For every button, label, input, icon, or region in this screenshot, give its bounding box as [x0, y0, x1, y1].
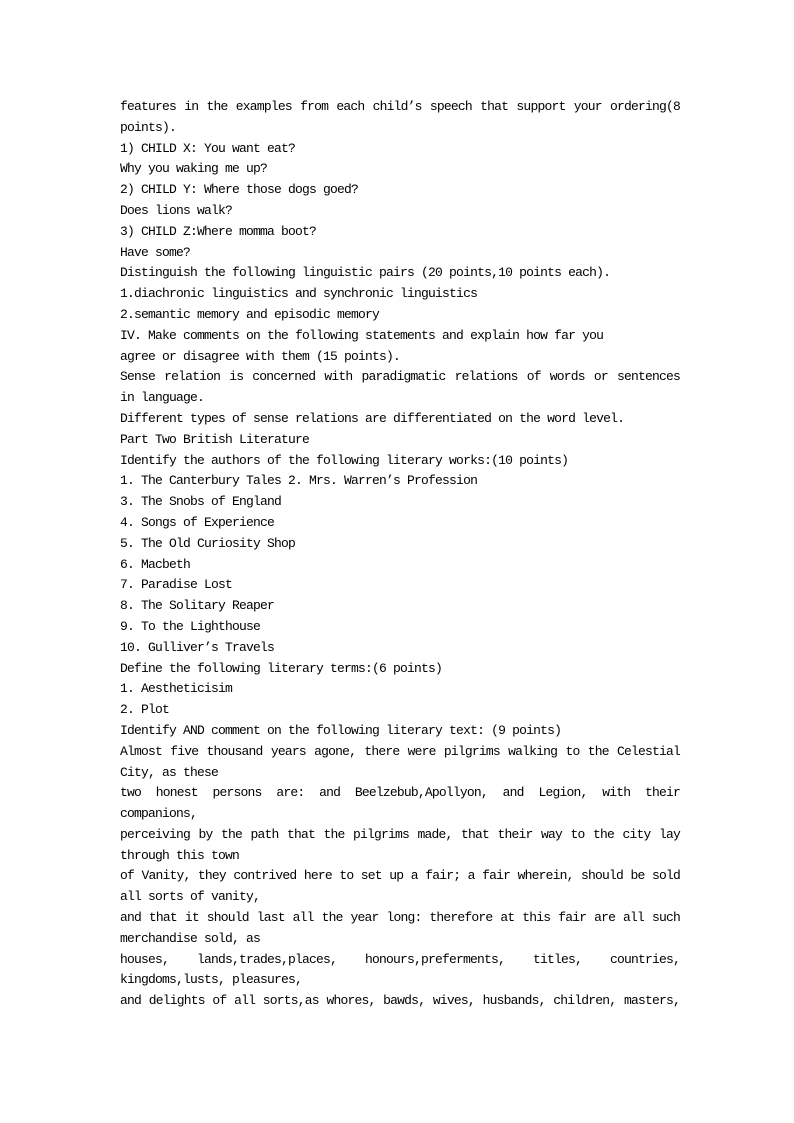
- section-heading: Part Two British Literature: [120, 431, 310, 447]
- list-item: 1. The Canterbury Tales 2. Mrs. Warren’s Profession: [120, 473, 478, 489]
- text-line: Different types of sense relations are differentiated on the word level.: [120, 410, 625, 426]
- list-item: 6. Macbeth: [120, 556, 191, 572]
- text-line: IV. Make comments on the following statements and explain how far you: [120, 327, 604, 343]
- text-line: points).: [120, 119, 177, 135]
- document-page: [120, 97, 680, 1012]
- text-line: in language.: [120, 390, 205, 406]
- text-line: and delights of all sorts,as whores, bawds, wives, husbands, children, masters,: [120, 993, 680, 1009]
- text-line: companions,: [120, 806, 198, 822]
- text-line: Distinguish the following linguistic pairs (20 points,10 points each).: [120, 265, 611, 281]
- text-line: kingdoms,lusts, pleasures,: [120, 972, 303, 988]
- text-line: Identify AND comment on the following literary text: (9 points): [120, 722, 562, 738]
- text-line: Define the following literary terms:(6 points): [120, 660, 443, 676]
- text-line: Have some?: [120, 244, 191, 260]
- list-item: 4. Songs of Experience: [120, 514, 275, 530]
- text-line: of Vanity, they contrived here to set up a fair; a fair wherein, should be sold: [120, 868, 680, 884]
- text-line: two honest persons are: and Beelzebub,Apollyon, and Legion, with their: [120, 785, 680, 801]
- list-item: 5. The Old Curiosity Shop: [120, 535, 296, 551]
- text-line: 1) CHILD X: You want eat?: [120, 140, 296, 156]
- text-line: 2) CHILD Y: Where those dogs goed?: [120, 182, 359, 198]
- text-line: Almost five thousand years agone, there were pilgrims walking to the Celestial: [120, 743, 680, 759]
- text-line: Sense relation is concerned with paradigmatic relations of words or sentences: [120, 369, 680, 385]
- text-line: agree or disagree with them (15 points).: [120, 348, 401, 364]
- list-item: 9. To the Lighthouse: [120, 618, 261, 634]
- text-line: all sorts of vanity,: [120, 889, 261, 905]
- list-item: 1. Aestheticisim: [120, 681, 233, 697]
- text-line: and that it should last all the year long: therefore at this fair are all such: [120, 910, 680, 926]
- text-line: features in the examples from each child’s speech that support your ordering(8: [120, 99, 680, 114]
- list-item: 7. Paradise Lost: [120, 577, 233, 593]
- text-line: Why you waking me up?: [120, 161, 268, 177]
- list-item: 8. The Solitary Reaper: [120, 598, 275, 614]
- text-line: through this town: [120, 847, 240, 863]
- text-line: 3) CHILD Z:Where momma boot?: [120, 223, 317, 239]
- list-item: 2. Plot: [120, 702, 170, 718]
- list-item: 3. The Snobs of England: [120, 494, 282, 510]
- text-line: 1.diachronic linguistics and synchronic linguistics: [120, 286, 478, 302]
- text-line: Does lions walk?: [120, 202, 233, 218]
- text-line: perceiving by the path that the pilgrims made, that their way to the city lay: [120, 826, 680, 842]
- text-line: merchandise sold, as: [120, 930, 261, 946]
- list-item: 10. Gulliver’s Travels: [120, 639, 275, 655]
- text-line: houses, lands,trades,places, honours,preferments, titles, countries,: [120, 951, 680, 967]
- text-line: 2.semantic memory and episodic memory: [120, 306, 380, 322]
- text-line: Identify the authors of the following literary works:(10 points): [120, 452, 569, 468]
- text-line: City, as these: [120, 764, 219, 780]
